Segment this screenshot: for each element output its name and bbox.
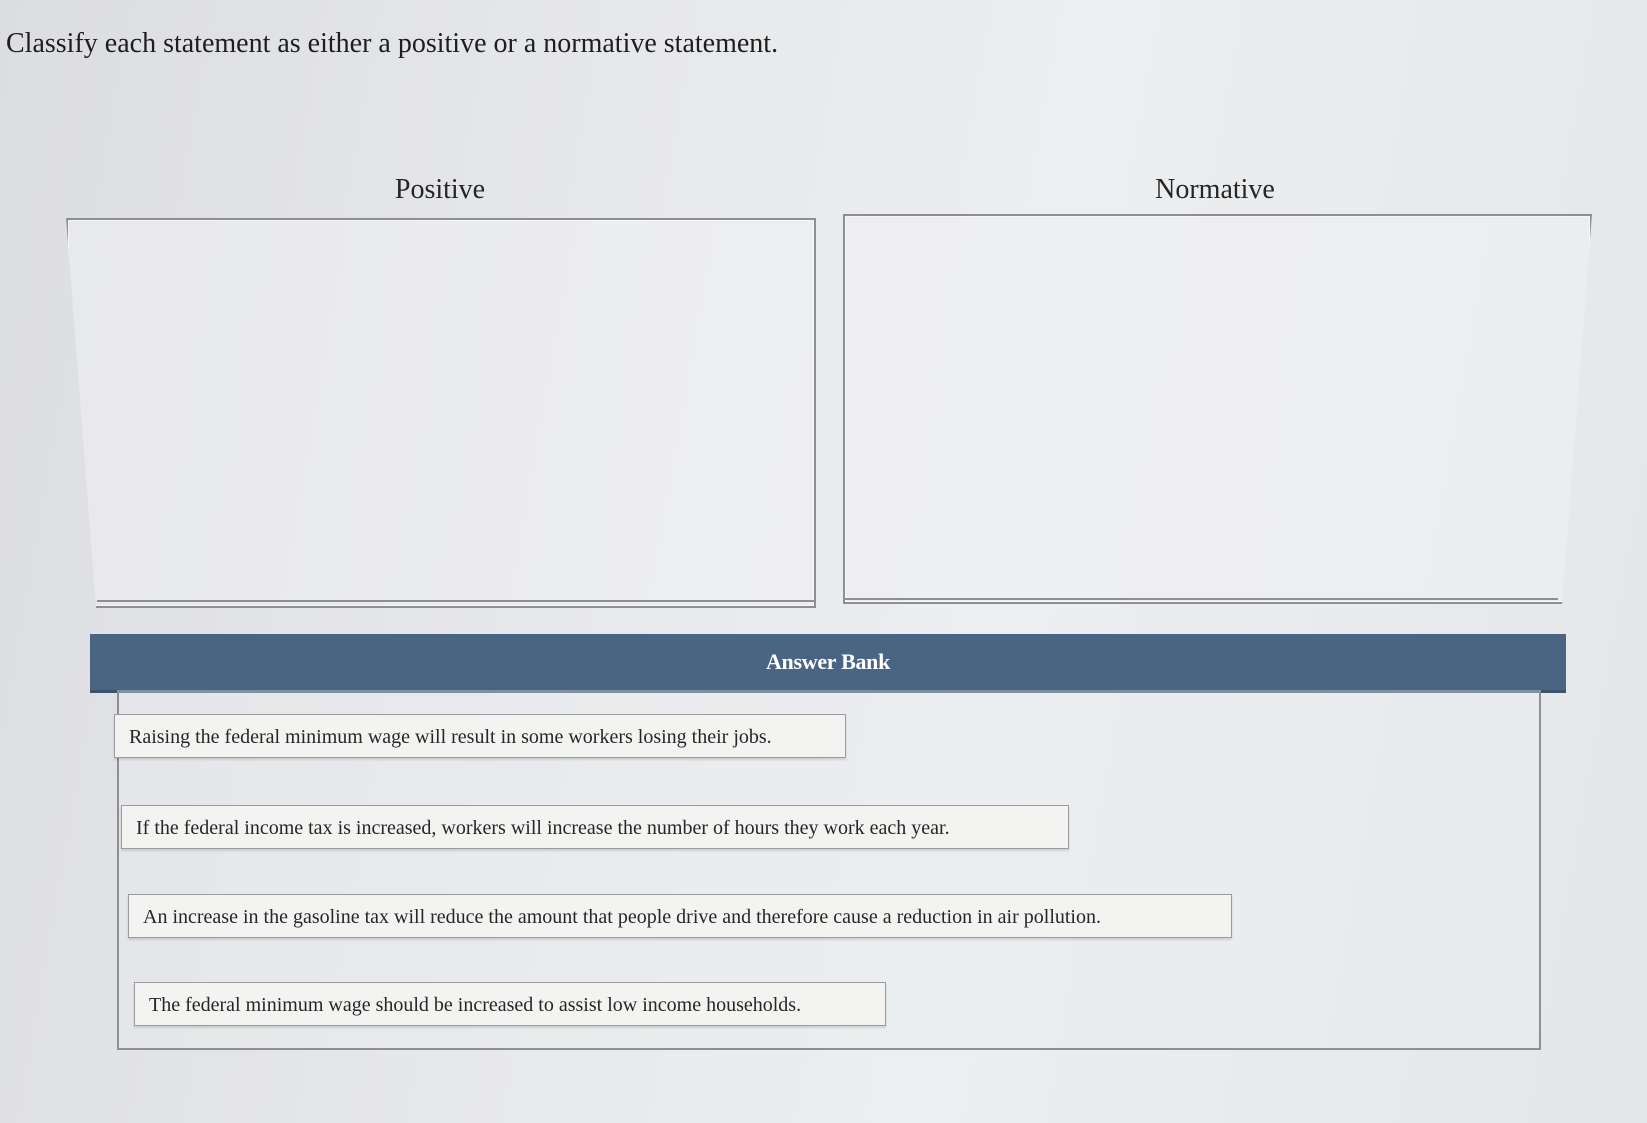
question-prompt: Classify each statement as either a positive or a normative statement. (6, 28, 779, 59)
positive-drop-zone[interactable] (66, 218, 816, 608)
answer-chip-income-tax-hours[interactable]: If the federal income tax is increased, workers will increase the number of hours they work each year. (121, 805, 1069, 849)
positive-drop-zone-edge (97, 600, 814, 602)
normative-drop-zone-edge (843, 598, 1558, 600)
answer-chip-minimum-wage-should-increase[interactable]: The federal minimum wage should be increased to assist low income households. (134, 982, 886, 1026)
answer-bank-header: Answer Bank (90, 634, 1566, 693)
answer-chip-minimum-wage-jobs[interactable]: Raising the federal minimum wage will result in some workers losing their jobs. (114, 714, 846, 758)
answer-chip-gasoline-tax-pollution[interactable]: An increase in the gasoline tax will reduce the amount that people drive and therefore cause a reduction in air pollution. (128, 894, 1232, 938)
normative-column-label: Normative (1155, 174, 1275, 205)
normative-drop-zone[interactable] (843, 214, 1592, 604)
positive-column-label: Positive (394, 174, 486, 205)
